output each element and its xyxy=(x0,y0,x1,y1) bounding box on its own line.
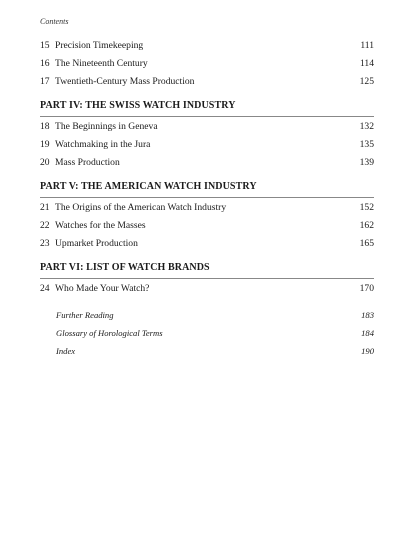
page-number: 135 xyxy=(359,139,374,150)
toc-entry[interactable] xyxy=(40,308,374,326)
toc-entry[interactable] xyxy=(40,326,374,344)
chapter-number: 16 xyxy=(40,58,50,69)
chapter-number: 22 xyxy=(40,220,50,231)
part-heading xyxy=(40,99,374,117)
back-matter-title: Further Reading xyxy=(56,310,114,320)
toc-entry[interactable] xyxy=(40,75,374,93)
page-number: 170 xyxy=(359,283,374,294)
chapter-title: Watches for the Masses xyxy=(55,220,146,231)
toc-entry[interactable] xyxy=(40,282,374,300)
toc-entry[interactable] xyxy=(40,201,374,219)
table-of-contents xyxy=(40,39,374,362)
toc-group xyxy=(40,261,374,300)
page-number: 183 xyxy=(361,310,374,320)
page-number: 184 xyxy=(361,328,374,338)
chapter-number: 15 xyxy=(40,40,50,51)
page-number: 165 xyxy=(359,238,374,249)
toc-group xyxy=(40,180,374,255)
part-heading xyxy=(40,261,374,279)
toc-group xyxy=(40,99,374,174)
part-heading xyxy=(40,180,374,198)
page-number: 125 xyxy=(359,76,374,87)
chapter-number: 20 xyxy=(40,157,50,168)
part-title: PART IV: THE SWISS WATCH INDUSTRY xyxy=(40,100,236,111)
page-number: 190 xyxy=(361,346,374,356)
chapter-number: 23 xyxy=(40,238,50,249)
back-matter xyxy=(40,308,374,362)
toc-entry[interactable] xyxy=(40,156,374,174)
part-title: PART VI: LIST OF WATCH BRANDS xyxy=(40,262,210,273)
toc-group xyxy=(40,39,374,93)
toc-entry[interactable] xyxy=(40,219,374,237)
toc-entry[interactable] xyxy=(40,120,374,138)
back-matter-title: Glossary of Horological Terms xyxy=(56,328,163,338)
chapter-number: 19 xyxy=(40,139,50,150)
chapter-number: 24 xyxy=(40,283,50,294)
chapter-title: The Origins of the American Watch Industry xyxy=(55,202,227,213)
chapter-title: Mass Production xyxy=(55,157,120,168)
chapter-number: 17 xyxy=(40,76,50,87)
chapter-title: Who Made Your Watch? xyxy=(55,283,150,294)
page-number: 114 xyxy=(359,58,374,69)
chapter-title: Upmarket Production xyxy=(55,238,138,249)
running-head: Contents xyxy=(40,17,69,26)
chapter-title: Watchmaking in the Jura xyxy=(55,139,151,150)
chapter-number: 18 xyxy=(40,121,50,132)
toc-entry[interactable] xyxy=(40,138,374,156)
back-matter-title: Index xyxy=(56,346,76,356)
toc-entry[interactable] xyxy=(40,39,374,57)
chapter-number: 21 xyxy=(40,202,50,213)
toc-entry[interactable] xyxy=(40,237,374,255)
page-number: 111 xyxy=(360,40,374,51)
chapter-title: The Nineteenth Century xyxy=(55,58,148,69)
toc-entry[interactable] xyxy=(40,344,374,362)
chapter-title: Precision Timekeeping xyxy=(55,40,144,51)
chapter-title: The Beginnings in Geneva xyxy=(55,121,158,132)
page-number: 139 xyxy=(359,157,374,168)
page-number: 162 xyxy=(359,220,374,231)
part-title: PART V: THE AMERICAN WATCH INDUSTRY xyxy=(40,181,257,192)
page-number: 132 xyxy=(359,121,374,132)
chapter-title: Twentieth-Century Mass Production xyxy=(55,76,195,87)
toc-entry[interactable] xyxy=(40,57,374,75)
page-number: 152 xyxy=(359,202,374,213)
